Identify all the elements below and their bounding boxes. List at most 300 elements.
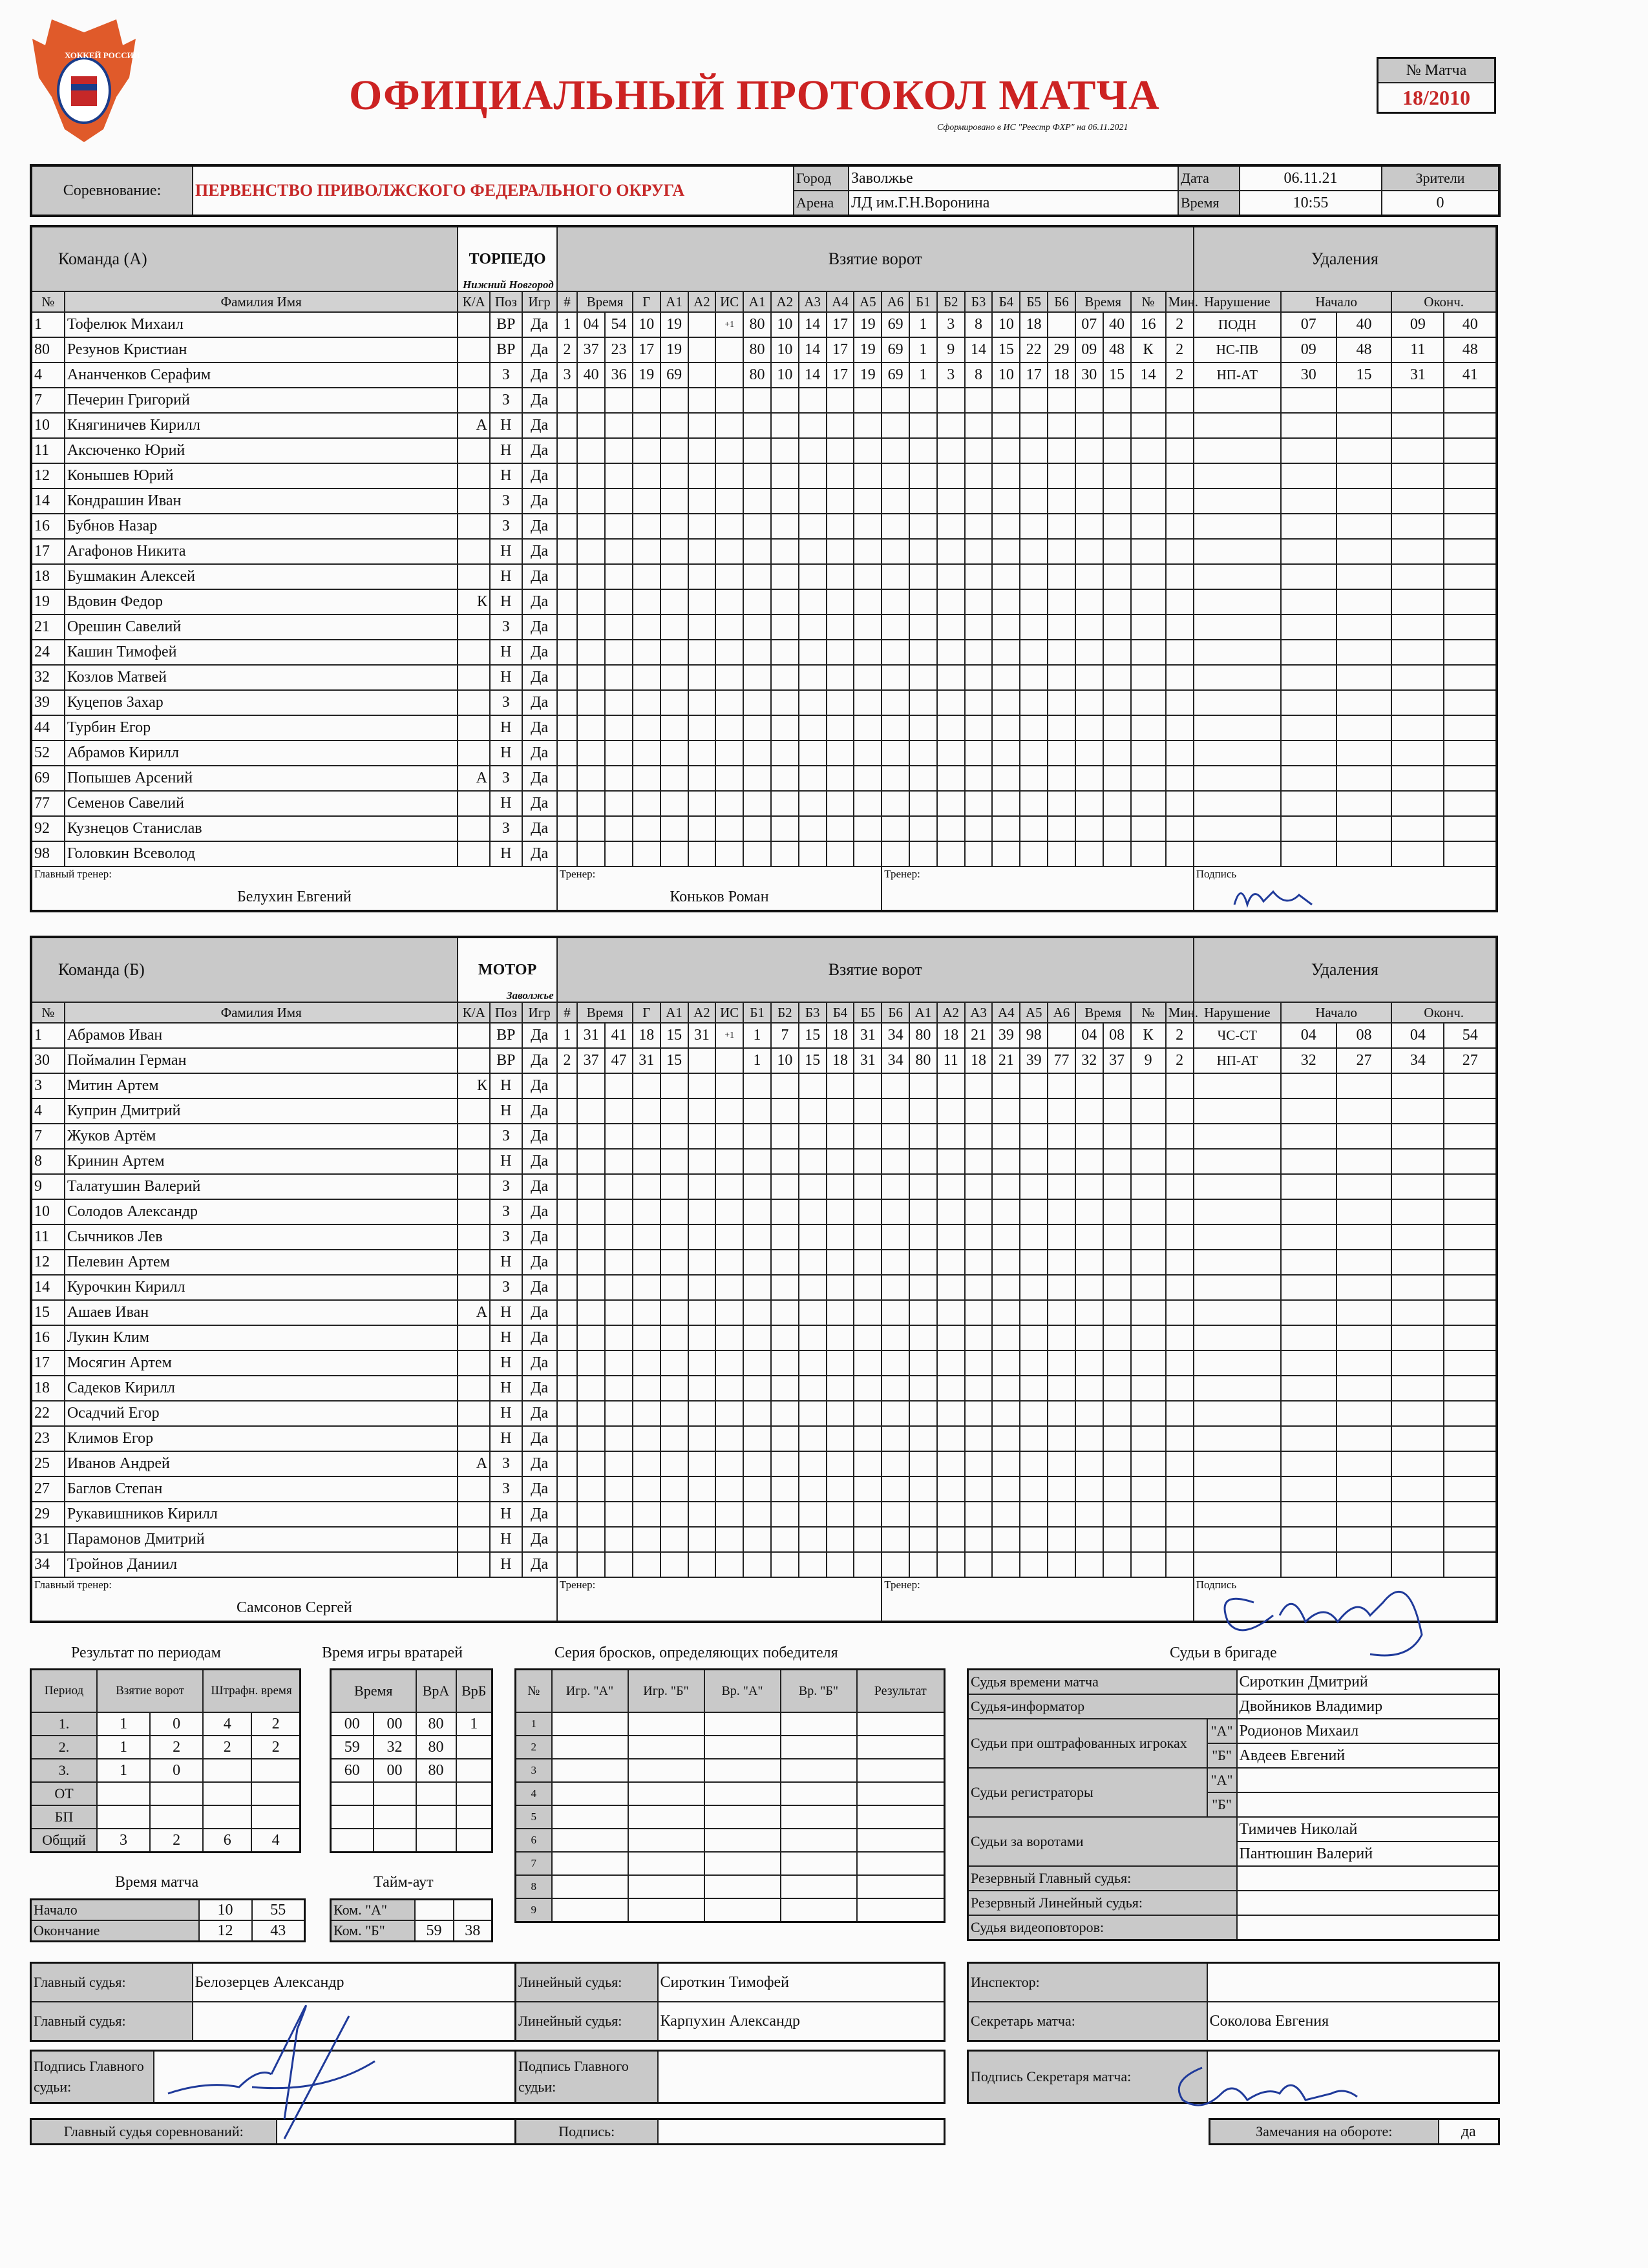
player-ka (458, 1552, 490, 1577)
penalty-cell (1391, 1275, 1444, 1300)
table-row (31, 715, 1497, 740)
penalty-cell (1336, 1426, 1392, 1451)
penalty-cell (1194, 1174, 1281, 1199)
player-played: Да (522, 539, 557, 564)
shootout-cell (704, 1805, 781, 1829)
goal-cell (688, 1250, 716, 1275)
goal-cell (715, 1552, 743, 1577)
goal-cell (965, 463, 993, 488)
goal-cell (827, 1124, 854, 1149)
goal-cell (688, 337, 716, 362)
goal-cell (937, 488, 965, 514)
goal-cell (771, 1250, 799, 1275)
goal-cell (965, 388, 993, 413)
goal-cell: 69 (882, 337, 909, 362)
goal-cell (743, 1476, 771, 1502)
goal-cell (937, 1401, 965, 1426)
table-row (31, 1451, 1497, 1476)
penalty-cell (1281, 1300, 1336, 1325)
penalty-cell (1444, 1124, 1497, 1149)
goal-cell (937, 1124, 965, 1149)
goal-cell (605, 1401, 633, 1426)
penalty-cell (1444, 690, 1497, 715)
penalty-cell (1131, 438, 1166, 463)
goal-cell (965, 413, 993, 438)
player-ka (458, 1250, 490, 1275)
goal-cell (854, 841, 882, 866)
goal-cell (827, 539, 854, 564)
penalty-cell (1131, 791, 1166, 816)
goal-cell (688, 816, 716, 841)
goal-cell (965, 740, 993, 766)
goal-cell (715, 337, 743, 362)
goal-cell (743, 690, 771, 715)
table-row (331, 1805, 492, 1829)
goal-cell (937, 1174, 965, 1199)
goal-cell (1048, 614, 1075, 640)
table-row (31, 1023, 1497, 1048)
period-cell: 0 (150, 1712, 203, 1736)
goal-cell (882, 1098, 909, 1124)
goal-cell (715, 665, 743, 690)
goal-cell (577, 564, 605, 589)
goal-cell (715, 514, 743, 539)
player-name: Орешин Савелий (65, 614, 458, 640)
goal-cell (557, 1174, 578, 1199)
penalty-cell: 04 (1391, 1023, 1444, 1048)
goal-cell (882, 690, 909, 715)
player-ka (458, 1325, 490, 1350)
penalty-cell: 48 (1336, 337, 1392, 362)
penalty-cell (1194, 1250, 1281, 1275)
goal-cell (854, 1073, 882, 1098)
goal-cell (1048, 1451, 1075, 1476)
goal-cell (909, 1275, 937, 1300)
penalty-cell (1131, 766, 1166, 791)
table-row (516, 1782, 945, 1805)
goal-cell (937, 413, 965, 438)
penalty-cell (1336, 816, 1392, 841)
penalty-cell (1166, 1502, 1194, 1527)
goal-cell (1048, 1224, 1075, 1250)
goal-cell (992, 665, 1020, 690)
player-ka (458, 564, 490, 589)
goal-cell (743, 1426, 771, 1451)
table-row (31, 312, 1497, 337)
penalty-cell: 34 (1391, 1048, 1444, 1073)
player-played: Да (522, 337, 557, 362)
penalty-cell (1075, 841, 1103, 866)
goal-cell: 9 (937, 337, 965, 362)
goal-cell (633, 388, 660, 413)
goal-cell (743, 413, 771, 438)
penalty-cell (1281, 1325, 1336, 1350)
player-played: Да (522, 1300, 557, 1325)
goal-cell (827, 1300, 854, 1325)
goal-cell (660, 841, 688, 866)
goal-cell (854, 614, 882, 640)
goal-cell (827, 791, 854, 816)
goal-cell (909, 614, 937, 640)
col-header-on: А3 (799, 291, 827, 312)
penalty-cell (1075, 463, 1103, 488)
col-header-off: Б6 (1048, 291, 1075, 312)
goal-cell (799, 690, 827, 715)
penalty-cell (1194, 488, 1281, 514)
penalty-cell (1336, 1199, 1392, 1224)
goal-cell (882, 1527, 909, 1552)
goal-cell (882, 816, 909, 841)
player-name: Кондрашин Иван (65, 488, 458, 514)
goal-cell (1048, 841, 1075, 866)
penalty-cell (1075, 665, 1103, 690)
player-name: Кашин Тимофей (65, 640, 458, 665)
goal-cell (715, 1502, 743, 1527)
penalty-cell (1336, 1275, 1392, 1300)
shootout-cell (628, 1759, 704, 1782)
remarks-value: да (1439, 2119, 1499, 2145)
player-position: Н (490, 1401, 522, 1426)
penalty-cell (1391, 589, 1444, 614)
penalty-cell (1131, 413, 1166, 438)
penalty-cell (1281, 791, 1336, 816)
penalty-cell (1103, 791, 1131, 816)
player-name: Резунов Кристиан (65, 337, 458, 362)
goal-cell (688, 362, 716, 388)
goalie-cell (331, 1829, 374, 1853)
goal-cell (633, 589, 660, 614)
player-played: Да (522, 564, 557, 589)
goal-judges-label: Судьи за воротами (968, 1817, 1237, 1866)
goal-cell (1048, 665, 1075, 690)
goal-cell (771, 1275, 799, 1300)
period-cell: ОТ (31, 1782, 98, 1805)
player-position: З (490, 1451, 522, 1476)
goal-cell (1048, 690, 1075, 715)
penalty-cell (1336, 715, 1392, 740)
penalty-cell (1281, 766, 1336, 791)
player-number: 69 (31, 766, 65, 791)
goal-cell (827, 841, 854, 866)
goal-cell (827, 564, 854, 589)
goal-cell (688, 413, 716, 438)
goal-cell (688, 1552, 716, 1577)
penalty-cell (1336, 640, 1392, 665)
goal-cell (992, 1174, 1020, 1199)
goal-cell (854, 438, 882, 463)
penalty-cell: 11 (1391, 337, 1444, 362)
period-cell: 4 (203, 1712, 251, 1736)
goal-cell: 21 (992, 1048, 1020, 1073)
penalty-cell (1131, 1149, 1166, 1174)
penalty-cell: 40 (1336, 312, 1392, 337)
penalty-cell: 40 (1103, 312, 1131, 337)
penalty-cell (1194, 514, 1281, 539)
goal-cell (1020, 1502, 1048, 1527)
goal-cell (557, 1350, 578, 1376)
player-ka (458, 463, 490, 488)
player-number: 29 (31, 1502, 65, 1527)
goal-cell (577, 1476, 605, 1502)
penalty-cell (1444, 413, 1497, 438)
goal-cell: 18 (937, 1023, 965, 1048)
penalty-cell (1166, 1527, 1194, 1552)
goalie-cell: 32 (374, 1736, 416, 1759)
penalty-cell (1281, 1527, 1336, 1552)
goal-cell (771, 1451, 799, 1476)
goal-cell (827, 1476, 854, 1502)
penalty-cell (1131, 614, 1166, 640)
goal-cell (827, 1098, 854, 1124)
penalty-cell (1075, 514, 1103, 539)
penalty-cell (1103, 1098, 1131, 1124)
goal-cell: 69 (882, 312, 909, 337)
goal-cell (743, 1350, 771, 1376)
goal-cell (992, 841, 1020, 866)
goal-cell (992, 514, 1020, 539)
goal-cell (909, 715, 937, 740)
goal-cell (577, 740, 605, 766)
goalie-cell: 60 (331, 1759, 374, 1782)
player-number: 16 (31, 514, 65, 539)
penalty-cell (1391, 1300, 1444, 1325)
penalty-cell (1103, 1124, 1131, 1149)
player-ka (458, 1124, 490, 1149)
player-played: Да (522, 614, 557, 640)
goal-cell (937, 1098, 965, 1124)
goal-cell (909, 438, 937, 463)
goal-cell (882, 463, 909, 488)
penalty-cell (1336, 1098, 1392, 1124)
player-number: 3 (31, 1073, 65, 1098)
goal-cell (1020, 1149, 1048, 1174)
penalty-cell (1194, 1300, 1281, 1325)
goal-cell (557, 1325, 578, 1350)
penalty-cell (1103, 715, 1131, 740)
penalty-cell (1281, 690, 1336, 715)
goal-cell (688, 1376, 716, 1401)
penalty-cell (1336, 766, 1392, 791)
player-ka: К (458, 589, 490, 614)
goalie-cell (456, 1736, 492, 1759)
period-cell (97, 1805, 150, 1829)
team-city: Заволжье (506, 989, 554, 1002)
penalty-cell (1103, 1149, 1131, 1174)
goal-cell (715, 488, 743, 514)
goal-cell (992, 438, 1020, 463)
goalie-cell (416, 1829, 456, 1853)
goal-cell (909, 791, 937, 816)
goal-cell (688, 514, 716, 539)
goal-cell (1020, 1376, 1048, 1401)
goal-cell (854, 1376, 882, 1401)
penalty-cell (1281, 438, 1336, 463)
goal-cell (688, 312, 716, 337)
goal-cell (605, 1325, 633, 1350)
goal-cell (1020, 1350, 1048, 1376)
shootout-cell (781, 1782, 857, 1805)
penalty-cell (1103, 1376, 1131, 1401)
penalty-cell: 40 (1444, 312, 1497, 337)
penalty-cell (1166, 1426, 1194, 1451)
goal-cell (605, 1502, 633, 1527)
goal-cell (688, 1325, 716, 1350)
goal-cell (992, 791, 1020, 816)
goal-cell (1048, 715, 1075, 740)
goal-cell (557, 766, 578, 791)
goal-cell (771, 514, 799, 539)
player-position: Н (490, 1376, 522, 1401)
player-position: З (490, 766, 522, 791)
goal-cell (827, 438, 854, 463)
goal-cell: 8 (965, 362, 993, 388)
goal-cell (633, 740, 660, 766)
goal-cell (660, 539, 688, 564)
goal-cell: +1 (715, 1023, 743, 1048)
col-header-off: А2 (937, 1002, 965, 1023)
penalty-cell (1194, 1401, 1281, 1426)
team-signature-label: Подпись (1196, 868, 1237, 880)
team-name (458, 226, 556, 291)
penalty-cell (1444, 1426, 1497, 1451)
shootout-cell (857, 1898, 945, 1922)
goal-cell: 98 (1020, 1023, 1048, 1048)
match-start-label: Начало (31, 1900, 199, 1921)
goal-cell (799, 413, 827, 438)
goal-cell (1048, 1502, 1075, 1527)
table-row (31, 1098, 1497, 1124)
goal-cell (1020, 463, 1048, 488)
player-number: 77 (31, 791, 65, 816)
goalie-cell (374, 1805, 416, 1829)
goal-cell (882, 640, 909, 665)
goal-cell (882, 539, 909, 564)
period-cell: БП (31, 1805, 98, 1829)
player-played: Да (522, 1275, 557, 1300)
goal-cell (965, 1502, 993, 1527)
player-position: Н (490, 1350, 522, 1376)
col-header-on: А6 (882, 291, 909, 312)
goalie-cell (456, 1829, 492, 1853)
player-position: Н (490, 1073, 522, 1098)
player-name: Семенов Савелий (65, 791, 458, 816)
goal-cell: 23 (605, 337, 633, 362)
goal-cell (633, 1275, 660, 1300)
goal-cell (633, 1502, 660, 1527)
goal-cell (577, 1426, 605, 1451)
penalty-cell (1131, 1552, 1166, 1577)
penalty-cell (1391, 640, 1444, 665)
goal-cell (577, 1552, 605, 1577)
penalty-cell: 54 (1444, 1023, 1497, 1048)
penalty-cell (1131, 1224, 1166, 1250)
goal-cell (688, 614, 716, 640)
time-label: Время (1178, 191, 1240, 216)
penalty-cell (1103, 740, 1131, 766)
penalty-cell (1444, 1250, 1497, 1275)
page-title: ОФИЦИАЛЬНЫЙ ПРОТОКОЛ МАТЧА (349, 72, 1160, 119)
penalty-cell (1391, 665, 1444, 690)
goal-cell (882, 1224, 909, 1250)
penalty-cell (1444, 1401, 1497, 1426)
penalty-cell (1194, 715, 1281, 740)
goal-cell (909, 1401, 937, 1426)
penalty-cell (1131, 1325, 1166, 1350)
goal-cell (633, 1376, 660, 1401)
goal-cell (605, 539, 633, 564)
penalty-cell (1103, 1426, 1131, 1451)
player-ka (458, 614, 490, 640)
penalty-cell (1131, 640, 1166, 665)
player-ka (458, 438, 490, 463)
goal-cell (1048, 1174, 1075, 1199)
team-a-table (30, 225, 1498, 912)
penalty-cell (1131, 816, 1166, 841)
goalie-cell (456, 1759, 492, 1782)
goal-cell (799, 1300, 827, 1325)
player-number: 10 (31, 413, 65, 438)
team-label: Команда (Б) (31, 937, 458, 1002)
player-ka (458, 488, 490, 514)
goal-cell (799, 1275, 827, 1300)
goal-cell (1048, 488, 1075, 514)
goal-cell (743, 1451, 771, 1476)
goal-cell (799, 539, 827, 564)
goal-cell (827, 766, 854, 791)
player-number: 39 (31, 690, 65, 715)
goal-cell (715, 1275, 743, 1300)
penalty-cell (1075, 1300, 1103, 1325)
goal-cell (771, 791, 799, 816)
goal-cell: 11 (937, 1048, 965, 1073)
goal-cell (1020, 816, 1048, 841)
col-header-on: Б6 (882, 1002, 909, 1023)
penalty-cell: 32 (1075, 1048, 1103, 1073)
goal-cell: 14 (799, 362, 827, 388)
player-played: Да (522, 514, 557, 539)
goal-cell (688, 488, 716, 514)
period-cell (203, 1805, 251, 1829)
player-played: Да (522, 715, 557, 740)
penalty-cell (1075, 1350, 1103, 1376)
goal-cell (743, 1149, 771, 1174)
shootout-col-header: Игр. "Б" (628, 1670, 704, 1713)
player-number: 7 (31, 388, 65, 413)
goals-header: Взятие ворот (557, 226, 1194, 291)
goal-cell (577, 589, 605, 614)
table-row (31, 1736, 301, 1759)
goalie-cell (416, 1805, 456, 1829)
penalty-cell (1131, 564, 1166, 589)
line-refs-table (514, 1962, 945, 2042)
penalty-cell (1103, 388, 1131, 413)
penalty-cell (1166, 1451, 1194, 1476)
goal-cell (557, 1476, 578, 1502)
goal-cell (557, 1451, 578, 1476)
goal-cell (688, 1124, 716, 1149)
penalty-cell (1336, 1325, 1392, 1350)
penalty-cell (1103, 564, 1131, 589)
goal-cell (577, 1250, 605, 1275)
penalty-cell (1166, 1199, 1194, 1224)
goal-cell (715, 690, 743, 715)
shootout-table (514, 1668, 945, 1923)
player-number: 16 (31, 1325, 65, 1350)
goal-cell (577, 715, 605, 740)
goal-cell (1048, 740, 1075, 766)
player-ka (458, 362, 490, 388)
main-ref-label-2: Главный судья: (31, 2002, 193, 2041)
